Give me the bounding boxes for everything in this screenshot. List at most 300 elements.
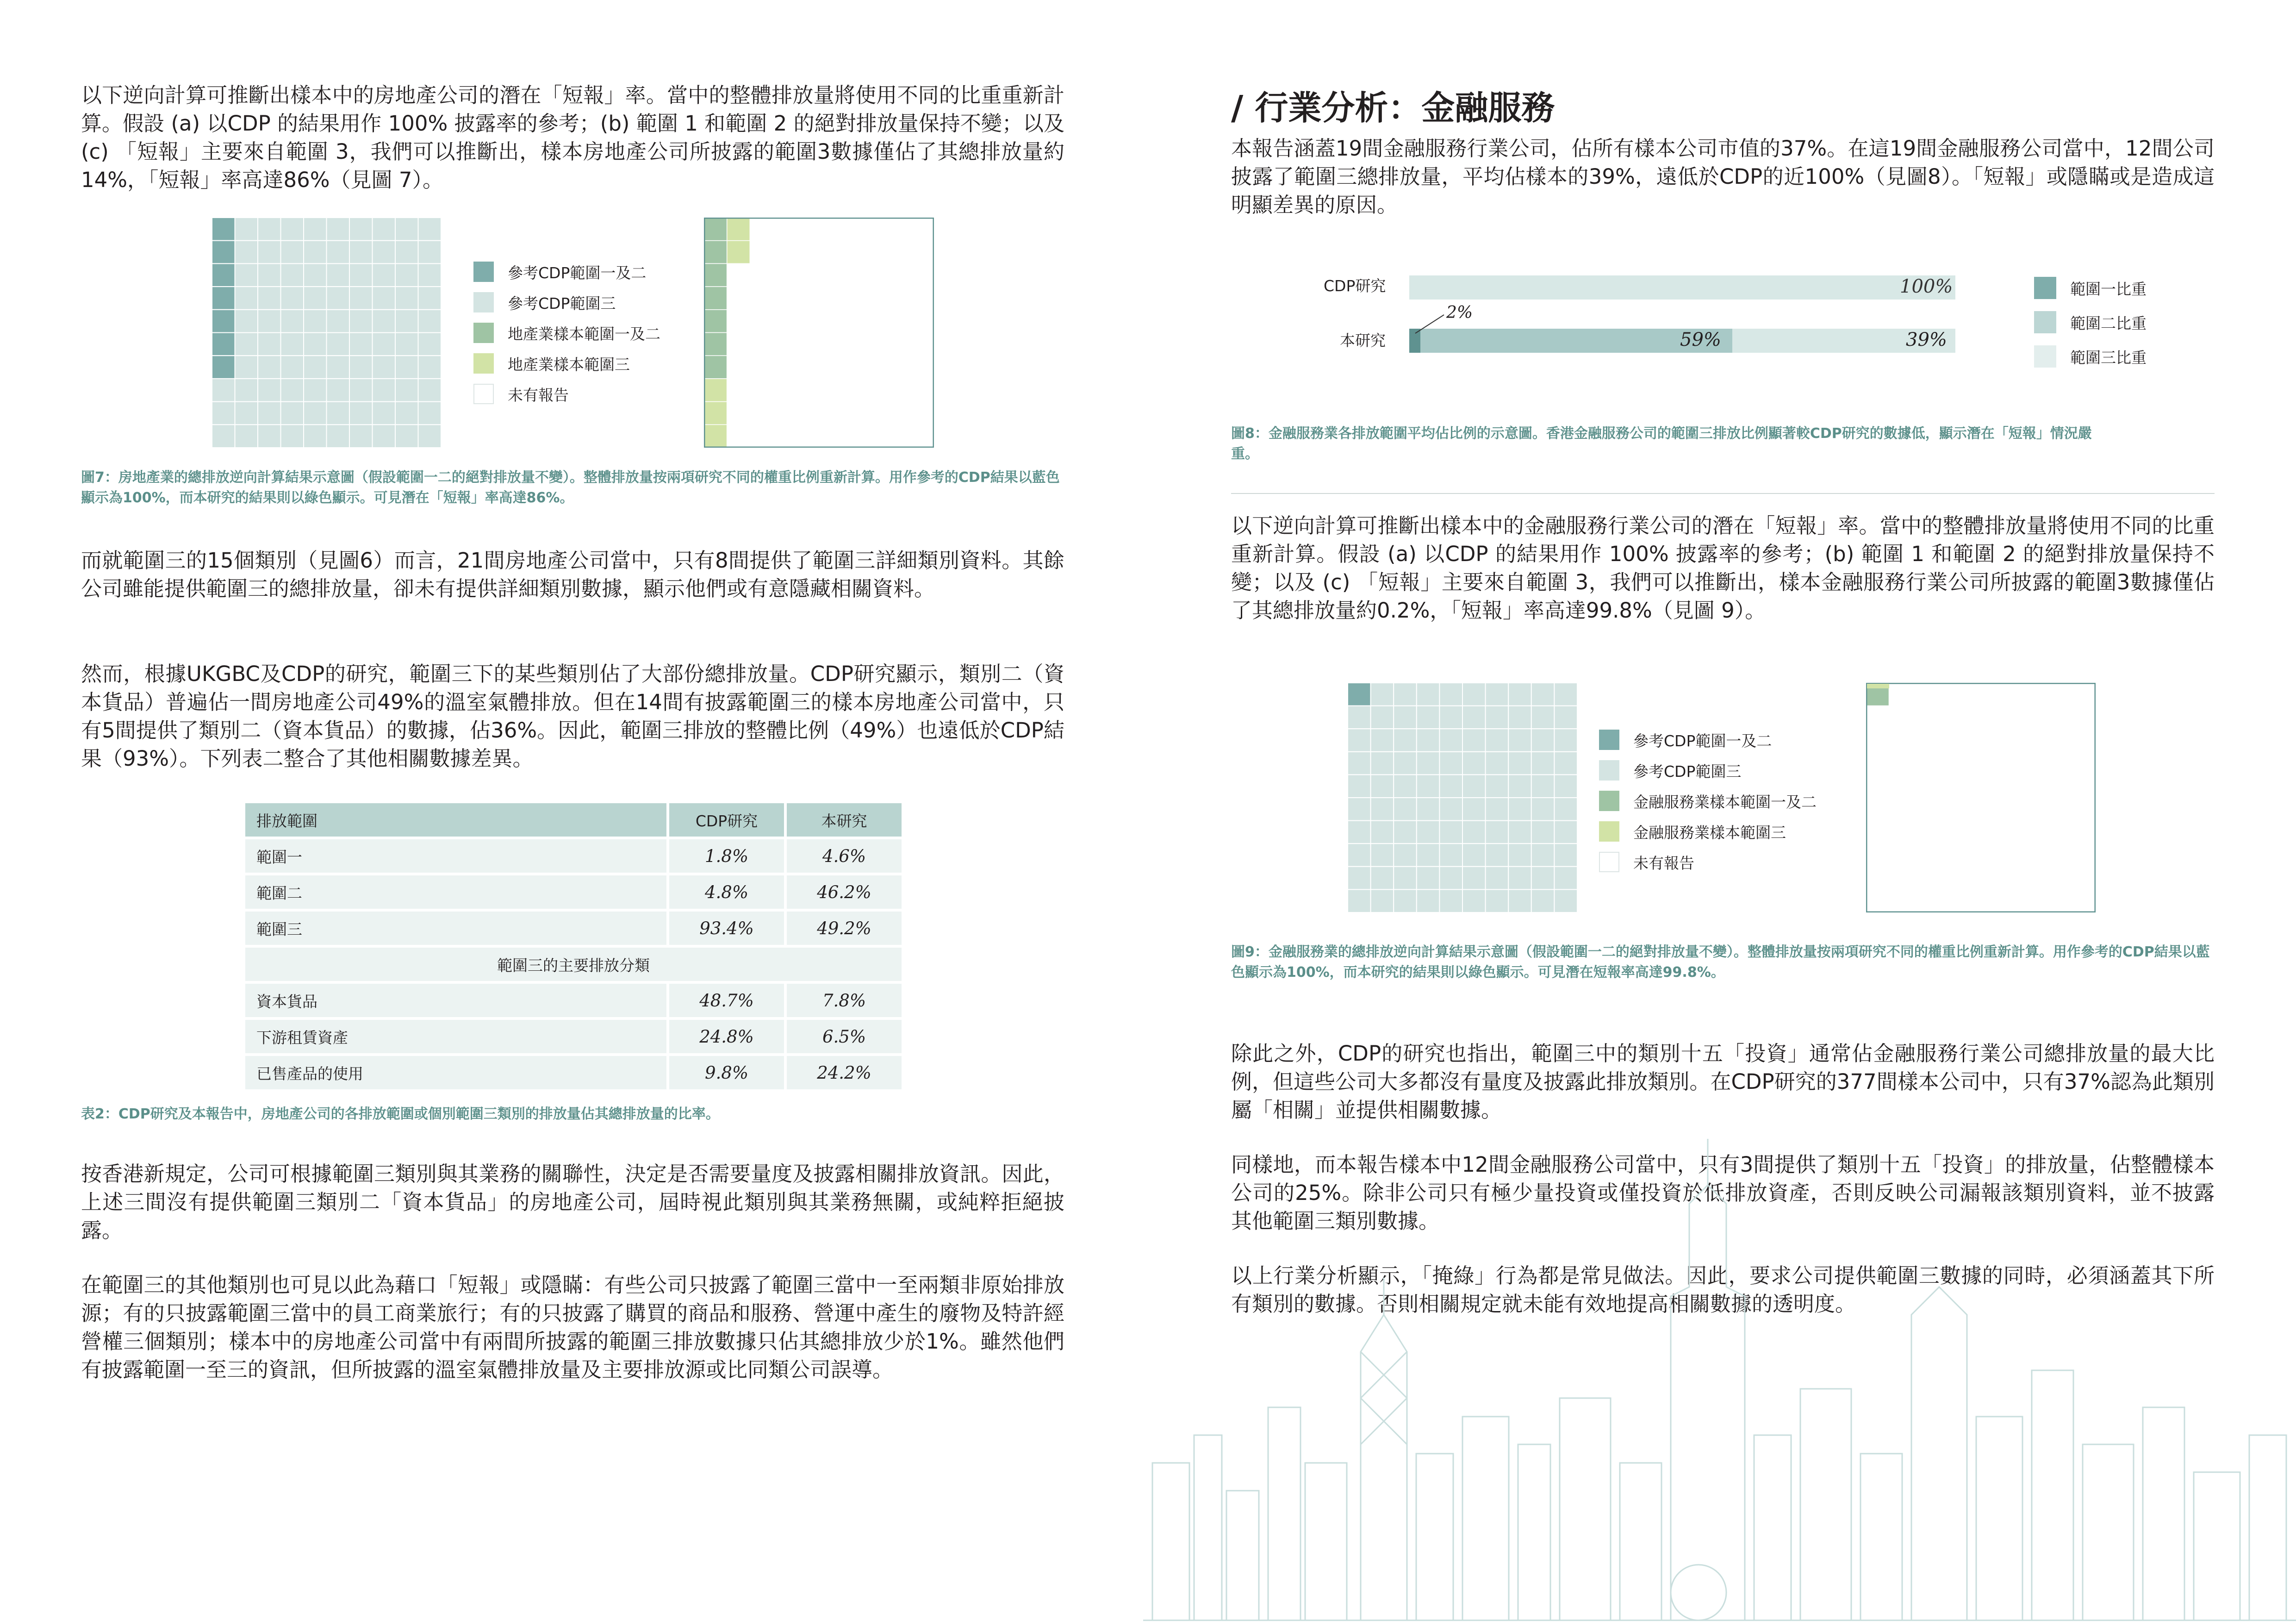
waffle-cell: [304, 263, 327, 287]
waffle-cell: [1554, 798, 1577, 821]
table-row: [245, 1020, 902, 1056]
waffle-cell: [1462, 706, 1486, 729]
waffle-cell: [2050, 821, 2073, 844]
waffle-cell: [1486, 775, 1509, 798]
waffle-cell: [2027, 798, 2050, 821]
waffle-cell: [258, 425, 281, 448]
waffle-cell: [750, 218, 773, 241]
waffle-cell: [819, 379, 842, 402]
waffle-cell: [373, 263, 396, 287]
waffle-cell: [212, 218, 235, 241]
waffle-cell: [1912, 729, 1935, 752]
waffle-cell: [1554, 821, 1577, 844]
legend-swatch-cdp12: [1599, 730, 1619, 750]
waffle-cell: [304, 241, 327, 264]
waffle-cell: [888, 241, 911, 264]
legend-label: 參考CDP範圍三: [1633, 762, 1742, 781]
fig8-cdp-bar: [1409, 275, 1955, 300]
waffle-cell: [258, 310, 281, 333]
waffle-cell: [258, 356, 281, 379]
fig9-caption: 圖9：金融服務業的總排放逆向計算結果示意圖（假設範圍一二的絕對排放量不變）。整體排放量按兩項研究不同的權重比例重新計算。用作參考的CDP結果以藍色顯示為100%，而本研究的結果則以綠色顯示。可見潛在短報率高達99.8%。: [1231, 944, 2210, 981]
table-cell: 48.7%: [666, 984, 784, 1020]
legend-swatch-scope2: [2034, 311, 2056, 333]
waffle-cell: [1554, 683, 1577, 706]
waffle-cell: [1394, 729, 1417, 752]
legend-label: 未有報告: [1633, 854, 1694, 872]
waffle-cell: [2027, 821, 2050, 844]
waffle-cell: [1935, 867, 1958, 890]
waffle-cell: [773, 356, 796, 379]
waffle-cell: [304, 333, 327, 356]
waffle-cell: [235, 241, 258, 264]
waffle-cell: [2072, 706, 2096, 729]
waffle-cell: [1554, 843, 1577, 867]
waffle-cell: [842, 379, 865, 402]
legend-label: 參考CDP範圍一及二: [508, 263, 647, 282]
waffle-cell: [235, 310, 258, 333]
waffle-cell: [258, 402, 281, 425]
waffle-cell: [1889, 867, 1912, 890]
waffle-cell: [1439, 729, 1462, 752]
table-cell: 1.8%: [666, 839, 784, 875]
waffle-cell: [212, 379, 235, 402]
waffle-cell: [842, 356, 865, 379]
waffle-cell: [212, 241, 235, 264]
waffle-cell: [373, 287, 396, 310]
waffle-cell: [750, 263, 773, 287]
waffle-cell: [2072, 843, 2096, 867]
waffle-cell: [796, 310, 819, 333]
legend-swatch-none: [473, 384, 494, 404]
waffle-cell: [727, 310, 750, 333]
waffle-cell: [888, 263, 911, 287]
waffle-cell: [258, 333, 281, 356]
waffle-cell: [773, 218, 796, 241]
waffle-cell: [865, 379, 888, 402]
waffle-cell: [1462, 798, 1486, 821]
waffle-cell: [235, 379, 258, 402]
waffle-cell: [1889, 775, 1912, 798]
waffle-cell: [911, 241, 934, 264]
waffle-cell: [1371, 752, 1394, 775]
waffle-cell: [1935, 729, 1958, 752]
waffle-cell: [727, 379, 750, 402]
waffle-cell: [1866, 867, 1889, 890]
waffle-cell: [1371, 729, 1394, 752]
waffle-cell: [1371, 798, 1394, 821]
waffle-cell: [1439, 683, 1462, 706]
waffle-cell: [773, 402, 796, 425]
waffle-cell: [865, 356, 888, 379]
legend-swatch-sample12: [473, 323, 494, 343]
waffle-cell: [1935, 798, 1958, 821]
waffle-cell: [2050, 752, 2073, 775]
waffle-cell: [1439, 867, 1462, 890]
waffle-cell: [2004, 889, 2027, 912]
waffle-cell: [349, 287, 373, 310]
legend-swatch-sample3: [1599, 821, 1619, 842]
waffle-cell: [1462, 775, 1486, 798]
waffle-cell: [750, 379, 773, 402]
waffle-cell: [704, 310, 727, 333]
waffle-cell: [1508, 706, 1531, 729]
waffle-cell: [418, 287, 442, 310]
waffle-cell: [842, 218, 865, 241]
waffle-cell: [1554, 752, 1577, 775]
waffle-cell: [349, 425, 373, 448]
waffle-cell: [1531, 706, 1555, 729]
waffle-cell: [1394, 706, 1417, 729]
table-row: [245, 839, 902, 875]
legend-label: 參考CDP範圍一及二: [1633, 731, 1772, 750]
waffle-cell: [1348, 729, 1371, 752]
legend-swatch-sample3: [473, 353, 494, 374]
waffle-cell: [1981, 798, 2004, 821]
waffle-cell: [888, 287, 911, 310]
waffle-cell: [2050, 706, 2073, 729]
waffle-cell: [888, 379, 911, 402]
waffle-cell: [349, 379, 373, 402]
waffle-cell: [349, 402, 373, 425]
waffle-cell: [704, 402, 727, 425]
waffle-cell: [1958, 821, 1981, 844]
waffle-cell: [1935, 752, 1958, 775]
waffle-cell: [349, 263, 373, 287]
legend-swatch-scope3: [2034, 345, 2056, 368]
legend-swatch-none: [1599, 852, 1619, 872]
waffle-cell: [212, 425, 235, 448]
waffle-cell: [1486, 752, 1509, 775]
legend-label: 地產業樣本範圍一及二: [508, 325, 660, 343]
table-cell: 24.2%: [784, 1056, 902, 1092]
legend-label: 金融服務業樣本範圍三: [1633, 823, 1786, 842]
waffle-cell: [1439, 821, 1462, 844]
waffle-cell: [2050, 729, 2073, 752]
waffle-cell: [1981, 706, 2004, 729]
waffle-cell: [773, 425, 796, 448]
fig8-label-59: 59%: [1680, 329, 1721, 350]
legend-label: 地產業樣本範圍三: [508, 355, 630, 374]
waffle-cell: [1935, 843, 1958, 867]
waffle-cell: [1531, 752, 1555, 775]
waffle-cell: [327, 218, 350, 241]
waffle-cell: [773, 310, 796, 333]
waffle-cell: [888, 356, 911, 379]
waffle-cell: [327, 402, 350, 425]
waffle-cell: [1935, 775, 1958, 798]
table-cell: 已售產品的使用: [245, 1056, 666, 1092]
waffle-cell: [349, 333, 373, 356]
waffle-cell: [2004, 821, 2027, 844]
waffle-cell: [842, 425, 865, 448]
waffle-cell: [1935, 889, 1958, 912]
waffle-cell: [704, 425, 727, 448]
waffle-cell: [865, 218, 888, 241]
waffle-cell: [773, 287, 796, 310]
legend-swatch-scope1: [2034, 277, 2056, 299]
waffle-cell: [1394, 752, 1417, 775]
waffle-cell: [2050, 843, 2073, 867]
waffle-cell: [1958, 752, 1981, 775]
waffle-cell: [373, 241, 396, 264]
waffle-cell: [1889, 752, 1912, 775]
table-row: [245, 984, 902, 1020]
fig8-pointer-line: [1412, 312, 1449, 336]
waffle-cell: [865, 263, 888, 287]
waffle-cell: [2004, 798, 2027, 821]
waffle-cell: [865, 241, 888, 264]
waffle-cell: [1439, 775, 1462, 798]
waffle-cell: [235, 425, 258, 448]
waffle-cell: [327, 287, 350, 310]
waffle-cell: [1508, 729, 1531, 752]
waffle-cell: [704, 263, 727, 287]
waffle-cell: [819, 241, 842, 264]
waffle-cell: [1486, 867, 1509, 890]
waffle-cell: [727, 241, 750, 264]
waffle-cell: [1531, 683, 1555, 706]
waffle-cell: [395, 425, 418, 448]
table-header: CDP研究: [666, 803, 784, 839]
waffle-cell: [2004, 752, 2027, 775]
waffle-cell: [349, 241, 373, 264]
waffle-cell: [1958, 729, 1981, 752]
table-cell: 24.8%: [666, 1020, 784, 1056]
legend-swatch-cdp3: [473, 292, 494, 312]
waffle-cell: [750, 310, 773, 333]
right-paragraph-5: 以上行業分析顯示，「掩綠」行為都是常見做法。因此，要求公司提供範圍三數據的同時，必須涵蓋其下所有類別的數據。否則相關規定就未能有效地提高相關數據的透明度。: [1231, 1263, 2215, 1316]
fig7-sample-grid: [704, 218, 934, 448]
waffle-cell: [1462, 867, 1486, 890]
waffle-cell: [819, 402, 842, 425]
waffle-cell: [1417, 706, 1440, 729]
table-header: 本研究: [784, 803, 902, 839]
table-cell: 6.5%: [784, 1020, 902, 1056]
waffle-cell: [1554, 889, 1577, 912]
waffle-cell: [304, 310, 327, 333]
waffle-cell: [1981, 683, 2004, 706]
waffle-cell: [395, 263, 418, 287]
waffle-cell: [1348, 706, 1371, 729]
waffle-cell: [281, 356, 304, 379]
waffle-cell: [1554, 729, 1577, 752]
waffle-cell: [888, 425, 911, 448]
waffle-cell: [842, 310, 865, 333]
table-cell: 4.8%: [666, 875, 784, 912]
waffle-cell: [349, 218, 373, 241]
legend-label: 未有報告: [508, 386, 569, 404]
waffle-cell: [2027, 775, 2050, 798]
waffle-cell: [888, 402, 911, 425]
waffle-cell: [1394, 683, 1417, 706]
waffle-cell: [1958, 867, 1981, 890]
table-2-caption: 表2：CDP研究及本報告中，房地產公司的各排放範圍或個別範圍三類別的排放量佔其總排放量的比率。: [81, 1106, 720, 1122]
waffle-cell: [750, 333, 773, 356]
waffle-cell: [281, 287, 304, 310]
table-subheader: 範圍三的主要排放分類: [245, 948, 902, 984]
legend-label: 參考CDP範圍三: [508, 294, 616, 312]
waffle-cell: [1531, 821, 1555, 844]
waffle-cell: [281, 263, 304, 287]
waffle-cell: [395, 241, 418, 264]
waffle-cell: [1981, 821, 2004, 844]
right-paragraph-4: 同樣地，而本報告樣本中12間金融服務公司當中，只有3間提供了類別十五「投資」的排放量，佔整體樣本公司的25%。除非公司只有極少量投資或僅投資於低排放資產，否則反映公司漏報該類別資料，並不披露其他範圍三類別數據。: [1231, 1152, 2215, 1233]
waffle-cell: [327, 310, 350, 333]
waffle-cell: [1958, 798, 1981, 821]
waffle-cell: [1348, 752, 1371, 775]
waffle-cell: [1912, 867, 1935, 890]
waffle-cell: [2072, 867, 2096, 890]
waffle-cell: [1912, 683, 1935, 706]
waffle-cell: [911, 263, 934, 287]
waffle-cell: [2027, 867, 2050, 890]
waffle-cell: [373, 402, 396, 425]
waffle-cell: [727, 218, 750, 241]
waffle-cell: [2004, 706, 2027, 729]
waffle-cell: [750, 241, 773, 264]
waffle-cell: [2050, 683, 2073, 706]
waffle-cell: [418, 218, 442, 241]
waffle-cell: [1462, 729, 1486, 752]
waffle-cell: [1981, 775, 2004, 798]
waffle-cell: [395, 402, 418, 425]
waffle-cell: [2050, 798, 2073, 821]
waffle-cell: [842, 263, 865, 287]
left-paragraph-2: 而就範圍三的15個類別（見圖6）而言，21間房地產公司當中，只有8間提供了範圍三詳細類別資料。其餘公司雖能提供範圍三的總排放量，卻未有提供詳細類別數據，顯示他們或有意隱藏相關資料。: [81, 548, 1064, 601]
waffle-cell: [1912, 752, 1935, 775]
waffle-cell: [819, 425, 842, 448]
waffle-cell: [2072, 683, 2096, 706]
waffle-cell: [1912, 706, 1935, 729]
waffle-cell: [773, 333, 796, 356]
waffle-cell: [1508, 752, 1531, 775]
waffle-cell: [418, 425, 442, 448]
waffle-cell: [1958, 889, 1981, 912]
right-paragraph-1: 本報告涵蓋19間金融服務行業公司，佔所有樣本公司市值的37%。在這19間金融服務公司當中，12間公司披露了範圍三總排放量，平均佔樣本的39%，遠低於CDP的近100%（見圖8）。「短報」或隱瞞或是造成這明顯差異的原因。: [1231, 136, 2215, 217]
waffle-cell: [281, 310, 304, 333]
fig9-cdp-grid: [1348, 683, 1577, 912]
waffle-cell: [281, 333, 304, 356]
waffle-cell: [281, 425, 304, 448]
waffle-cell: [1371, 843, 1394, 867]
waffle-cell: [888, 310, 911, 333]
waffle-cell: [304, 425, 327, 448]
waffle-cell: [704, 218, 727, 241]
table-header-row: [245, 803, 902, 839]
waffle-cell: [418, 263, 442, 287]
waffle-cell: [2072, 889, 2096, 912]
waffle-cell: [1935, 706, 1958, 729]
waffle-cell: [773, 241, 796, 264]
waffle-cell: [865, 287, 888, 310]
waffle-cell: [1462, 889, 1486, 912]
waffle-cell: [373, 425, 396, 448]
waffle-cell: [2004, 775, 2027, 798]
table-cell: 46.2%: [784, 875, 902, 912]
waffle-cell: [1486, 729, 1509, 752]
waffle-cell: [865, 310, 888, 333]
waffle-cell: [212, 333, 235, 356]
table-cell: 4.6%: [784, 839, 902, 875]
fig8-label-39: 39%: [1906, 329, 1947, 350]
waffle-cell: [1889, 798, 1912, 821]
waffle-cell: [1486, 843, 1509, 867]
waffle-cell: [212, 263, 235, 287]
waffle-cell: [911, 333, 934, 356]
waffle-cell: [1866, 729, 1889, 752]
waffle-cell: [2027, 706, 2050, 729]
waffle-cell: [750, 356, 773, 379]
waffle-cell: [418, 241, 442, 264]
waffle-cell: [212, 287, 235, 310]
waffle-cell: [796, 263, 819, 287]
waffle-cell: [373, 356, 396, 379]
waffle-cell: [235, 356, 258, 379]
table-cell: 93.4%: [666, 912, 784, 948]
waffle-cell: [373, 333, 396, 356]
waffle-cell: [819, 287, 842, 310]
waffle-cell: [1889, 683, 1912, 706]
waffle-cell: [1417, 729, 1440, 752]
waffle-cell: [1394, 889, 1417, 912]
waffle-cell: [773, 263, 796, 287]
waffle-cell: [2072, 729, 2096, 752]
fig9-legend: [1599, 725, 1817, 877]
waffle-cell: [395, 333, 418, 356]
waffle-cell: [1531, 775, 1555, 798]
waffle-cell: [327, 425, 350, 448]
waffle-cell: [1462, 683, 1486, 706]
left-paragraph-3: 然而，根據UKGBC及CDP的研究，範圍三下的某些類別佔了大部份總排放量。CDP研究顯示，類別二（資本貨品）普遍佔一間房地產公司49%的溫室氣體排放。但在14間有披露範圍三的樣本房地產公司當中，只有5間提供了類別二（資本貨品）的數據，佔36%。因此，範圍三排放的整體比例（49%）也遠低於CDP結果（93%）。下列表二整合了其他相關數據差異。: [81, 662, 1064, 771]
waffle-cell: [2072, 752, 2096, 775]
legend-swatch-cdp12: [473, 262, 494, 282]
waffle-cell: [796, 218, 819, 241]
waffle-cell: [304, 402, 327, 425]
waffle-cell: [1508, 798, 1531, 821]
waffle-cell: [865, 402, 888, 425]
waffle-cell: [258, 218, 281, 241]
waffle-cell: [727, 287, 750, 310]
table-row: [245, 912, 902, 948]
waffle-cell: [395, 287, 418, 310]
waffle-cell: [258, 287, 281, 310]
waffle-cell: [395, 310, 418, 333]
waffle-cell: [1486, 821, 1509, 844]
waffle-cell: [281, 402, 304, 425]
waffle-cell: [418, 356, 442, 379]
waffle-cell: [1348, 889, 1371, 912]
waffle-cell: [2050, 889, 2073, 912]
table-cell: 49.2%: [784, 912, 902, 948]
waffle-cell: [212, 356, 235, 379]
waffle-cell: [1348, 867, 1371, 890]
waffle-cell: [1439, 706, 1462, 729]
waffle-cell: [1866, 821, 1889, 844]
waffle-cell: [2027, 889, 2050, 912]
waffle-cell: [1981, 889, 2004, 912]
waffle-cell: [1486, 683, 1509, 706]
waffle-cell: [1462, 843, 1486, 867]
waffle-cell: [1866, 752, 1889, 775]
waffle-cell: [842, 287, 865, 310]
waffle-cell: [727, 356, 750, 379]
waffle-cell: [349, 310, 373, 333]
waffle-cell: [1508, 889, 1531, 912]
waffle-cell: [911, 356, 934, 379]
waffle-cell: [304, 287, 327, 310]
waffle-cell: [911, 287, 934, 310]
waffle-cell: [1912, 843, 1935, 867]
